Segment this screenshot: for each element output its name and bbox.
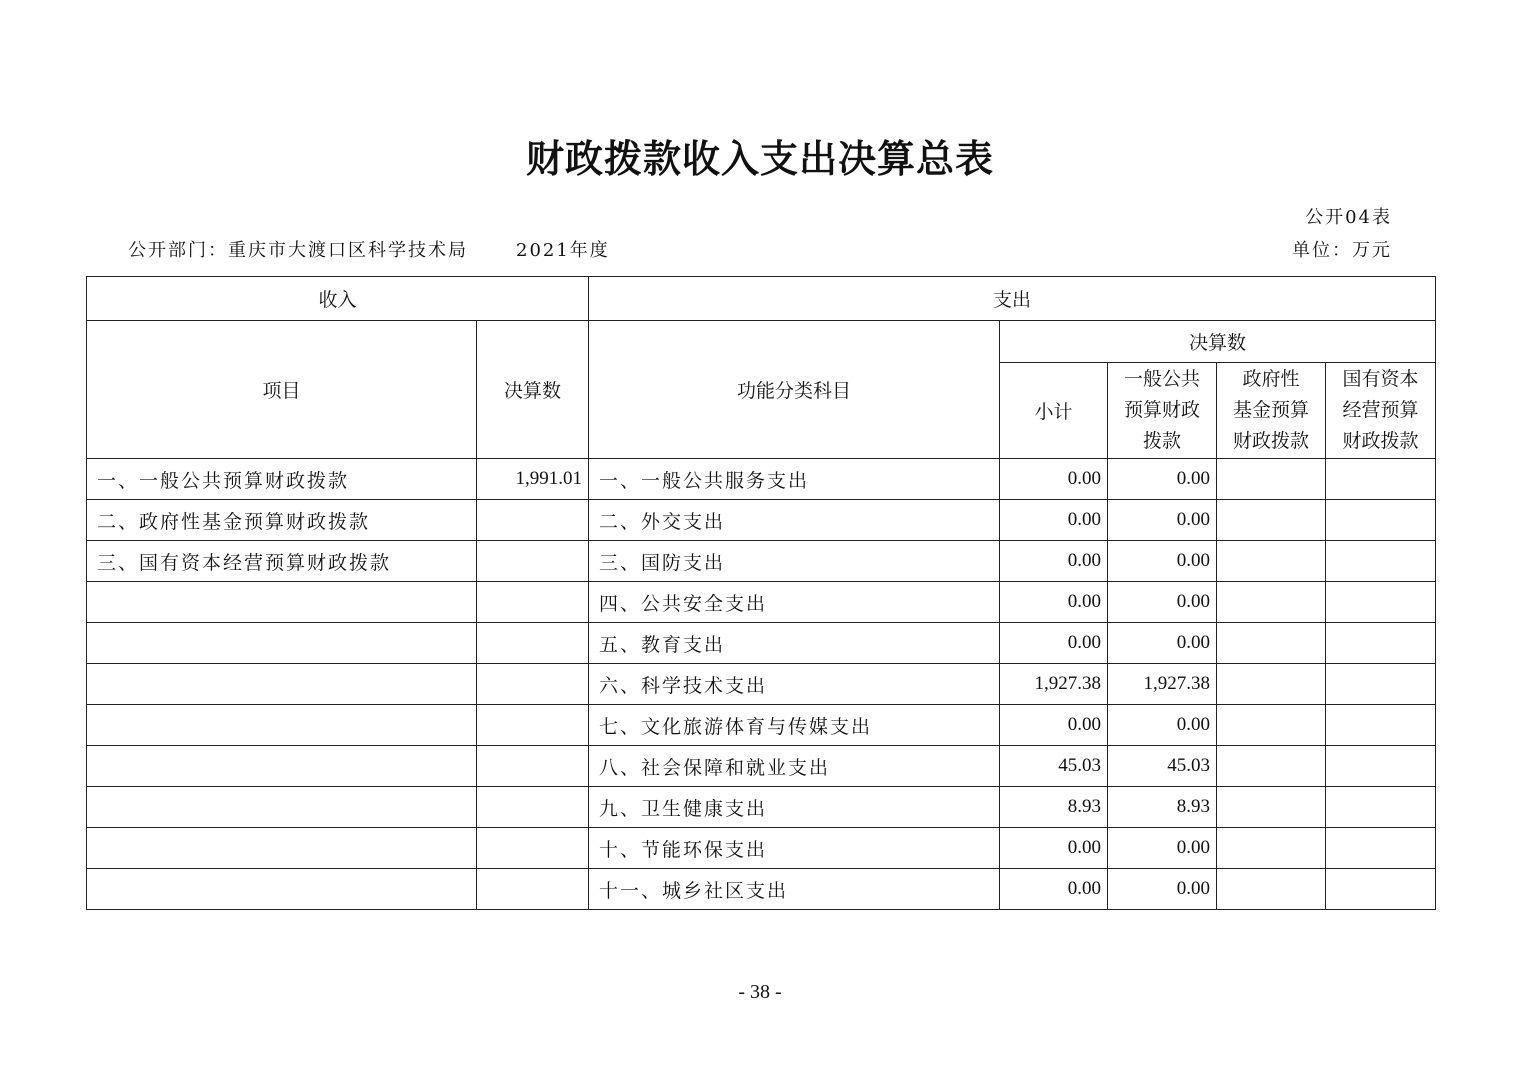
category-cell: 九、卫生健康支出 [589, 787, 1000, 828]
income-item-cell: 一、一般公共预算财政拨款 [87, 459, 477, 500]
gov-fund-cell [1217, 705, 1326, 746]
category-cell: 三、国防支出 [589, 541, 1000, 582]
subtotal-cell: 0.00 [1000, 705, 1108, 746]
header-row-1 [87, 277, 1436, 321]
final-amount-header: 决算数 [1000, 321, 1436, 363]
subtotal-header: 小计 [1000, 363, 1108, 459]
category-cell: 十、节能环保支出 [589, 828, 1000, 869]
income-item-cell [87, 582, 477, 623]
state-capital-cell [1326, 869, 1436, 910]
state-capital-cell [1326, 623, 1436, 664]
gov-fund-header [1217, 363, 1326, 459]
income-amount-cell [477, 500, 589, 541]
item-header: 项目 [87, 321, 477, 459]
header-line: 拨款 [1143, 430, 1182, 452]
gov-fund-cell [1217, 582, 1326, 623]
income-amount-cell [477, 705, 589, 746]
state-capital-cell [1326, 787, 1436, 828]
gov-fund-cell [1217, 459, 1326, 500]
category-cell: 六、科学技术支出 [589, 664, 1000, 705]
category-cell: 五、教育支出 [589, 623, 1000, 664]
category-cell: 四、公共安全支出 [589, 582, 1000, 623]
state-capital-cell [1326, 459, 1436, 500]
header-line: 预算财政 [1124, 399, 1201, 421]
subtotal-cell: 0.00 [1000, 459, 1108, 500]
income-amount-cell [477, 869, 589, 910]
table-row [87, 541, 1436, 582]
table-row [87, 828, 1436, 869]
income-amount-cell [477, 664, 589, 705]
header-row-2 [87, 321, 1436, 363]
general-budget-cell: 0.00 [1108, 582, 1217, 623]
table-row [87, 869, 1436, 910]
category-header: 功能分类科目 [589, 321, 1000, 459]
general-budget-cell: 8.93 [1108, 787, 1217, 828]
general-budget-cell: 45.03 [1108, 746, 1217, 787]
state-capital-cell [1326, 664, 1436, 705]
fiscal-year: 2021年度 [516, 240, 610, 261]
income-amount-cell [477, 828, 589, 869]
state-capital-cell [1326, 541, 1436, 582]
state-capital-header [1326, 363, 1436, 459]
income-item-cell [87, 623, 477, 664]
income-amount-header: 决算数 [477, 321, 589, 459]
general-budget-cell: 0.00 [1108, 541, 1217, 582]
general-budget-cell: 0.00 [1108, 869, 1217, 910]
unit-label: 单位：万元 [1292, 240, 1392, 261]
table-row [87, 582, 1436, 623]
general-budget-header [1108, 363, 1217, 459]
gov-fund-cell [1217, 787, 1326, 828]
general-budget-cell: 0.00 [1108, 705, 1217, 746]
income-amount-cell [477, 582, 589, 623]
header-line: 政府性 [1242, 368, 1300, 390]
subtotal-cell: 0.00 [1000, 828, 1108, 869]
income-item-cell [87, 746, 477, 787]
gov-fund-cell [1217, 664, 1326, 705]
gov-fund-cell [1217, 541, 1326, 582]
income-amount-cell [477, 541, 589, 582]
header-line: 财政拨款 [1342, 430, 1419, 452]
general-budget-cell: 0.00 [1108, 828, 1217, 869]
income-item-cell: 二、政府性基金预算财政拨款 [87, 500, 477, 541]
subtotal-cell: 0.00 [1000, 541, 1108, 582]
department-line [128, 236, 610, 262]
general-budget-cell: 0.00 [1108, 623, 1217, 664]
header-line: 财政拨款 [1233, 430, 1310, 452]
gov-fund-cell [1217, 746, 1326, 787]
general-budget-cell: 1,927.38 [1108, 664, 1217, 705]
gov-fund-cell [1217, 869, 1326, 910]
state-capital-cell [1326, 582, 1436, 623]
table-row [87, 746, 1436, 787]
header-line: 国有资本 [1342, 368, 1419, 390]
state-capital-cell [1326, 705, 1436, 746]
income-header: 收入 [87, 277, 589, 321]
income-item-cell [87, 828, 477, 869]
subtotal-cell: 8.93 [1000, 787, 1108, 828]
table-row [87, 459, 1436, 500]
subtotal-cell: 0.00 [1000, 869, 1108, 910]
table-row [87, 705, 1436, 746]
budget-table [86, 276, 1436, 910]
state-capital-cell [1326, 500, 1436, 541]
category-cell: 一、一般公共服务支出 [589, 459, 1000, 500]
income-item-cell [87, 787, 477, 828]
income-item-cell [87, 664, 477, 705]
income-amount-cell [477, 623, 589, 664]
expense-header: 支出 [589, 277, 1436, 321]
income-amount-cell [477, 787, 589, 828]
header-line: 基金预算 [1233, 399, 1310, 421]
income-item-cell [87, 705, 477, 746]
category-cell: 二、外交支出 [589, 500, 1000, 541]
income-item-cell: 三、国有资本经营预算财政拨款 [87, 541, 477, 582]
income-amount-cell: 1,991.01 [477, 459, 589, 500]
category-cell: 七、文化旅游体育与传媒支出 [589, 705, 1000, 746]
table-row [87, 500, 1436, 541]
subtotal-cell: 45.03 [1000, 746, 1108, 787]
page-title: 财政拨款收入支出决算总表 [525, 137, 994, 181]
table-row [87, 664, 1436, 705]
subtotal-cell: 0.00 [1000, 500, 1108, 541]
subtotal-cell: 0.00 [1000, 623, 1108, 664]
general-budget-cell: 0.00 [1108, 500, 1217, 541]
general-budget-cell: 0.00 [1108, 459, 1217, 500]
category-cell: 十一、城乡社区支出 [589, 869, 1000, 910]
header-line: 经营预算 [1342, 399, 1419, 421]
page-number: - 38 - [738, 981, 782, 1003]
table-row [87, 623, 1436, 664]
gov-fund-cell [1217, 623, 1326, 664]
department-name: 公开部门：重庆市大渡口区科学技术局 [128, 240, 468, 261]
income-item-cell [87, 869, 477, 910]
gov-fund-cell [1217, 500, 1326, 541]
subtotal-cell: 1,927.38 [1000, 664, 1108, 705]
state-capital-cell [1326, 828, 1436, 869]
header-line: 一般公共 [1124, 368, 1201, 390]
income-amount-cell [477, 746, 589, 787]
category-cell: 八、社会保障和就业支出 [589, 746, 1000, 787]
state-capital-cell [1326, 746, 1436, 787]
gov-fund-cell [1217, 828, 1326, 869]
subtotal-cell: 0.00 [1000, 582, 1108, 623]
table-row [87, 787, 1436, 828]
table-number: 公开04表 [1305, 207, 1392, 228]
